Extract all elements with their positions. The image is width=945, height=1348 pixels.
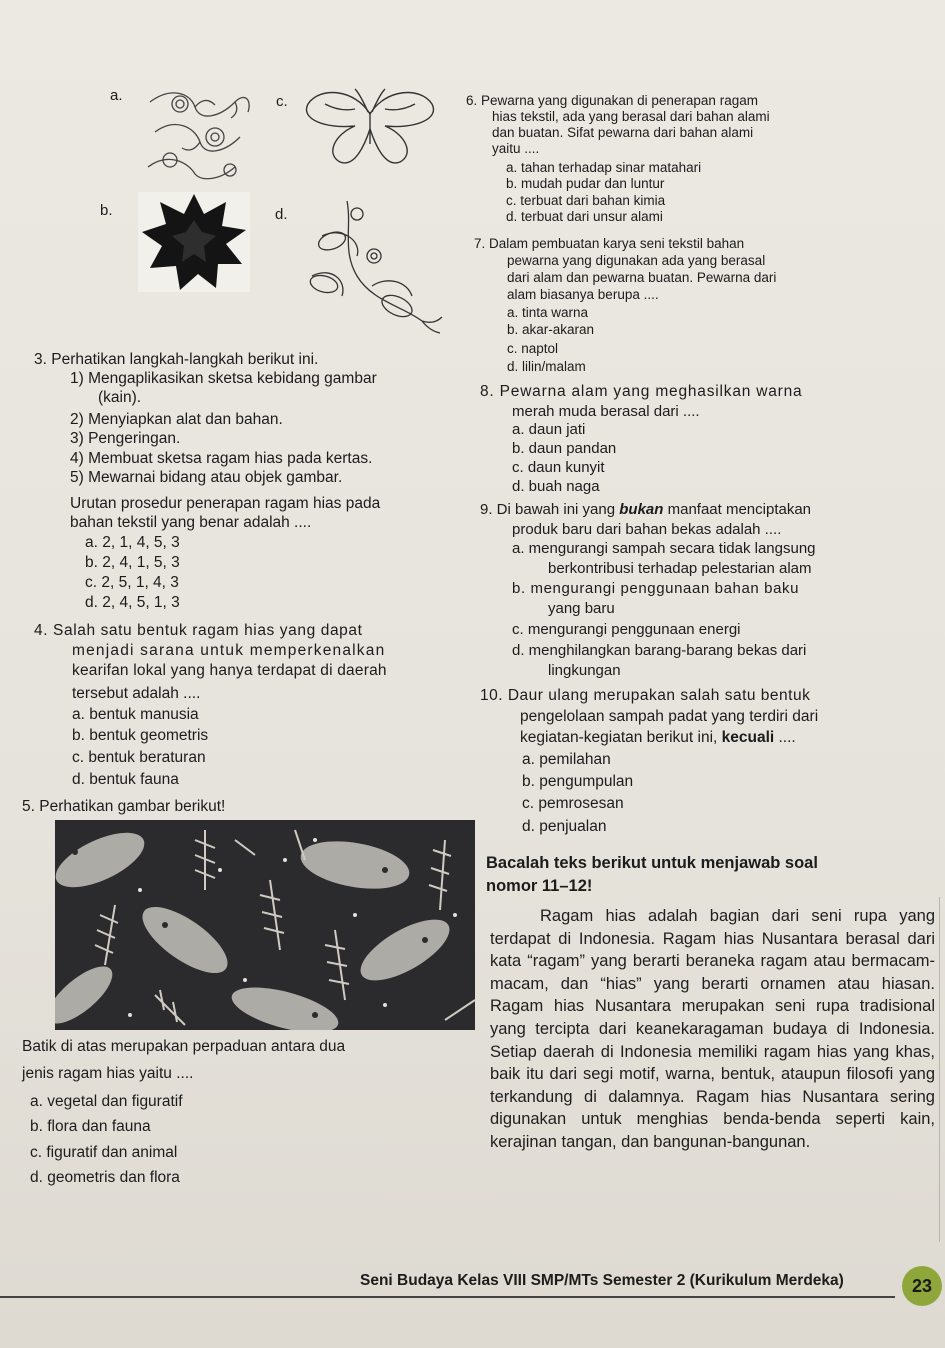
- q8-option-a[interactable]: a. daun jati: [512, 421, 586, 438]
- question-8-line1: 8. Pewarna alam yang meghasilkan warna: [480, 383, 803, 400]
- footer-book-title: Seni Budaya Kelas VIII SMP/MTs Semester 2 (Kurikulum Merdeka): [360, 1272, 844, 1289]
- q8-option-c[interactable]: c. daun kunyit: [512, 459, 605, 476]
- question-7-line3: dari alam dan pewarna buatan. Pewarna dari: [507, 270, 777, 285]
- question-6-line2: hias tekstil, ada yang berasal dari bahan alami: [492, 109, 770, 124]
- reading-heading-line1: Bacalah teks berikut untuk menjawab soal: [486, 854, 818, 872]
- q10-line3-post: ....: [774, 729, 796, 746]
- q3-prompt-line2: bahan tekstil yang benar adalah ....: [70, 514, 312, 531]
- question-4-line3: kearifan lokal yang hanya terdapat di daerah: [72, 662, 387, 679]
- question-10-line3: [520, 728, 796, 748]
- batik-image: [55, 820, 475, 1030]
- q9-option-c[interactable]: c. mengurangi penggunaan energi: [512, 621, 741, 638]
- q7-option-a[interactable]: a. tinta warna: [507, 305, 589, 320]
- q9-emphasis-bukan: bukan: [619, 501, 664, 518]
- ornament-a-image: [140, 82, 260, 187]
- geometric-star-b-image: [138, 192, 250, 292]
- q5-caption-line1: Batik di atas merupakan perpaduan antara dua: [22, 1038, 346, 1055]
- q5-caption-line2: jenis ragam hias yaitu ....: [22, 1065, 194, 1082]
- question-10-line2: pengelolaan sampah padat yang terdiri dari: [520, 708, 819, 725]
- q9-line1-post: manfaat menciptakan: [663, 501, 812, 518]
- question-6-line4: yaitu ....: [492, 141, 540, 156]
- q6-option-d[interactable]: d. terbuat dari unsur alami: [506, 209, 663, 224]
- figure-label-a: a.: [110, 87, 123, 104]
- q3-step-2: 2) Menyiapkan alat dan bahan.: [70, 411, 283, 428]
- footer-divider: [0, 1296, 895, 1298]
- floral-vine-d-image: [302, 196, 452, 346]
- q6-option-c[interactable]: c. terbuat dari bahan kimia: [506, 193, 666, 208]
- q9-option-b-cont: yang baru: [548, 600, 615, 617]
- q9-option-a-cont: berkontribusi terhadap pelestarian alam: [548, 560, 812, 577]
- butterfly-c-image: [300, 84, 440, 169]
- figure-label-c: c.: [276, 93, 288, 110]
- q9-option-a[interactable]: a. mengurangi sampah secara tidak langsung: [512, 540, 816, 557]
- q9-line1-pre: 9. Di bawah ini yang: [480, 501, 620, 518]
- q8-option-b[interactable]: b. daun pandan: [512, 440, 617, 457]
- question-9-line1: [480, 500, 811, 519]
- question-5-stem: 5. Perhatikan gambar berikut!: [22, 798, 226, 815]
- question-4-line1: 4. Salah satu bentuk ragam hias yang dapat: [34, 622, 363, 639]
- q3-step-1: 1) Mengaplikasikan sketsa kebidang gambar: [70, 370, 377, 387]
- q3-step-1-cont: (kain).: [98, 389, 142, 406]
- q9-option-d-cont: lingkungan: [548, 662, 621, 679]
- q4-option-b[interactable]: b. bentuk geometris: [72, 727, 209, 744]
- page-number-badge: 23: [902, 1266, 942, 1306]
- q10-option-a[interactable]: a. pemilahan: [522, 751, 611, 768]
- q8-option-d[interactable]: d. buah naga: [512, 478, 600, 495]
- q4-option-c[interactable]: c. bentuk beraturan: [72, 749, 206, 766]
- q3-option-a[interactable]: a. 2, 1, 4, 5, 3: [85, 534, 180, 551]
- q3-option-d[interactable]: d. 2, 4, 5, 1, 3: [85, 594, 180, 611]
- q5-option-a[interactable]: a. vegetal dan figuratif: [30, 1093, 183, 1110]
- q5-option-c[interactable]: c. figuratif dan animal: [30, 1144, 178, 1161]
- reading-heading-line2: nomor 11–12!: [486, 877, 593, 895]
- question-7-line2: pewarna yang digunakan ada yang berasal: [507, 253, 766, 268]
- question-6-line1: 6. Pewarna yang digunakan di penerapan ragam: [466, 93, 758, 108]
- q4-option-a[interactable]: a. bentuk manusia: [72, 706, 199, 723]
- figure-label-b: b.: [100, 202, 113, 219]
- question-8-line2: merah muda berasal dari ....: [512, 403, 700, 420]
- question-10-line1: 10. Daur ulang merupakan salah satu bentuk: [480, 687, 811, 704]
- q10-option-b[interactable]: b. pengumpulan: [522, 773, 634, 790]
- q5-option-b[interactable]: b. flora dan fauna: [30, 1118, 151, 1135]
- q7-option-d[interactable]: d. lilin/malam: [507, 359, 586, 374]
- q10-option-c[interactable]: c. pemrosesan: [522, 795, 624, 812]
- q10-line3-pre: kegiatan-kegiatan berikut ini,: [520, 729, 722, 746]
- question-6-line3: dan buatan. Sifat pewarna dari bahan alami: [492, 125, 754, 140]
- q10-option-d[interactable]: d. penjualan: [522, 818, 607, 835]
- q7-option-b[interactable]: b. akar-akaran: [507, 322, 595, 337]
- q3-option-b[interactable]: b. 2, 4, 1, 5, 3: [85, 554, 180, 571]
- question-4-line2: menjadi sarana untuk memperkenalkan: [72, 642, 386, 659]
- q3-step-3: 3) Pengeringan.: [70, 430, 181, 447]
- question-7-line4: alam biasanya berupa ....: [507, 287, 659, 302]
- q3-step-4: 4) Membuat sketsa ragam hias pada kertas.: [70, 450, 373, 467]
- question-7-line1: 7. Dalam pembuatan karya seni tekstil bahan: [474, 236, 745, 251]
- reading-passage-box: [484, 897, 940, 1242]
- q3-option-c[interactable]: c. 2, 5, 1, 4, 3: [85, 574, 179, 591]
- question-4-line4: tersebut adalah ....: [72, 685, 201, 702]
- q3-prompt-line1: Urutan prosedur penerapan ragam hias pada: [70, 495, 381, 512]
- q9-option-b[interactable]: b. mengurangi penggunaan bahan baku: [512, 580, 800, 597]
- q7-option-c[interactable]: c. naptol: [507, 341, 559, 356]
- q4-option-d[interactable]: d. bentuk fauna: [72, 771, 179, 788]
- q6-option-a[interactable]: a. tahan terhadap sinar matahari: [506, 160, 702, 175]
- question-3-stem: 3. Perhatikan langkah-langkah berikut ini.: [34, 351, 319, 368]
- question-9-line2: produk baru dari bahan bekas adalah ....: [512, 521, 782, 538]
- figure-label-d: d.: [275, 206, 288, 223]
- q6-option-b[interactable]: b. mudah pudar dan luntur: [506, 176, 665, 191]
- q9-option-d[interactable]: d. menghilangkan barang-barang bekas dari: [512, 642, 807, 659]
- q5-option-d[interactable]: d. geometris dan flora: [30, 1169, 180, 1186]
- q10-emphasis-kecuali: kecuali: [721, 729, 775, 746]
- reading-paragraph: Ragam hias adalah bagian dari seni rupa yang terdapat di Indonesia. Ragam hias Nusantara berasal dari kata “ragam” yang berarti beraneka ragam atau bermacam-macam, dan “hias” yang berarti ornamen atau hiasan. Ragam hias Nusantara merupakan seni rupa tradisional yang tercipta dari keanekaragaman budaya di Indonesia. Setiap daerah di Indonesia memiliki ragam hias yang khas, baik itu dari segi motif, warna, bentuk, ataupun filosofi yang terkandung di dalamnya. Ragam hias Nusantara sering digunakan untuk menghias benda-benda seperti kain, kerajinan tangan, dan bangunan-bangunan.: [490, 907, 935, 1151]
- q3-step-5: 5) Mewarnai bidang atau objek gambar.: [70, 469, 343, 486]
